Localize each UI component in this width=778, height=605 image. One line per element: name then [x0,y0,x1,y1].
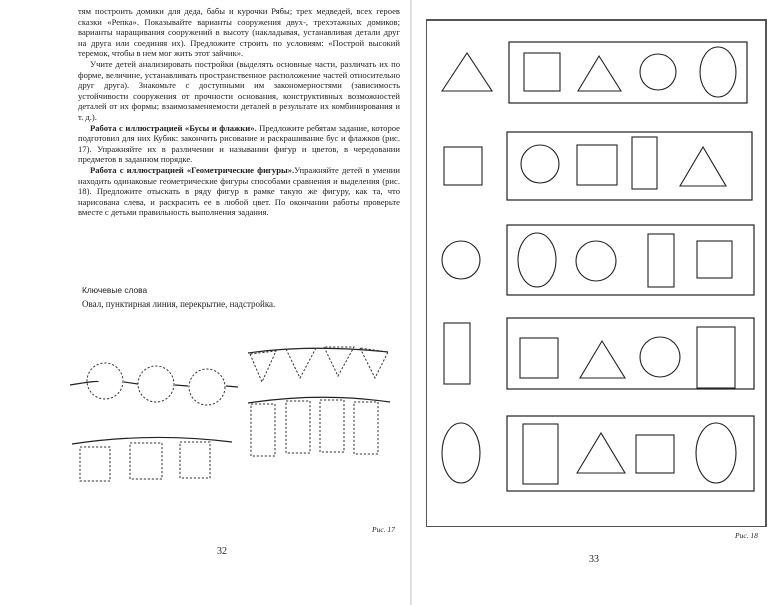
sample-square [444,147,482,185]
paragraph-2: Учите детей анализировать постройки (выделять основные части, различать их по форме, величине, устанавливать пространственное расположение частей относительно друг друга). Знакомьте с доступными им закономерностями (зависимость устойчивости сооружения от прочности основания, конструктивных возможностей деталей от их формы; взаимозаменяемости деталей в результате их комбинирования и т. д.). [78,58,400,122]
option-square [524,53,560,91]
sample-triangle [442,53,492,91]
shape-row-2 [444,132,752,200]
option-circle [576,241,616,281]
shape-row-1 [442,42,747,103]
shape-row-4 [444,318,754,389]
option-square [577,145,617,185]
paragraph-3-title: Работа с иллюстрацией «Бусы и флажки». [90,122,257,133]
option-rectangle [697,327,735,388]
option-oval [700,47,736,97]
option-oval [518,233,556,287]
option-square [697,241,732,278]
option-rectangle [648,234,674,287]
paragraph-4-title: Работа с иллюстрацией «Геометрические фигуры». [90,164,295,175]
keywords-heading: Ключевые слова [82,285,148,295]
paragraph-3-text: Предложите ребятам задание, которое подготовил для них Кубик: закончить рисование и раскрашивание бус и флажков (рис. 17). Упражняйте их в различении и назывании фигур и цветов, в чередовании предметов в заданном порядке. [78,122,400,165]
option-circle [640,337,680,377]
keywords-text: Овал, пунктирная линия, перекрытие, надстройка. [82,299,276,309]
shape-row-3 [442,225,754,295]
sample-rectangle [444,323,470,384]
option-circle [521,145,559,183]
sample-circle [442,241,480,279]
option-rectangle [523,424,558,484]
option-circle [640,54,676,90]
page-number-left: 32 [217,546,227,557]
shape-row-5 [442,416,754,491]
figure-18-caption: Рис. 18 [735,531,758,540]
figure-17-caption: Рис. 17 [372,525,395,534]
option-rectangle [632,137,657,189]
option-square [636,435,674,473]
paragraph-1: тям построить домики для деда, бабы и курочки Рябы; трех медведей, всех героев сказки «Репка». Показывайте варианты сооружения двух-, трехэтажных домиков; варианты наращивания сооружений в высоту (накладывая, устанавливая детали друг на друга или соединяя их). Предложите строить по условиям: «Построй высокий теремок, чтобы в нем мог жить этот зайчик». [78,6,400,59]
paragraph-4-text: Упражняйте детей в умении находить одинаковые геометрические фигуры способами сравнения и выделения (рис. 18). Предложите отыскать в ряду фигур в рамке такую же фигуру, как та, что нарисована слева, и раскрасить ее в любой цвет. По окончании работы проверьте вместе с детьми правильность выполнения задания. [78,164,400,218]
page-number-right: 33 [589,554,599,565]
option-square [520,338,558,378]
option-oval [696,423,736,483]
sample-oval [442,423,480,483]
